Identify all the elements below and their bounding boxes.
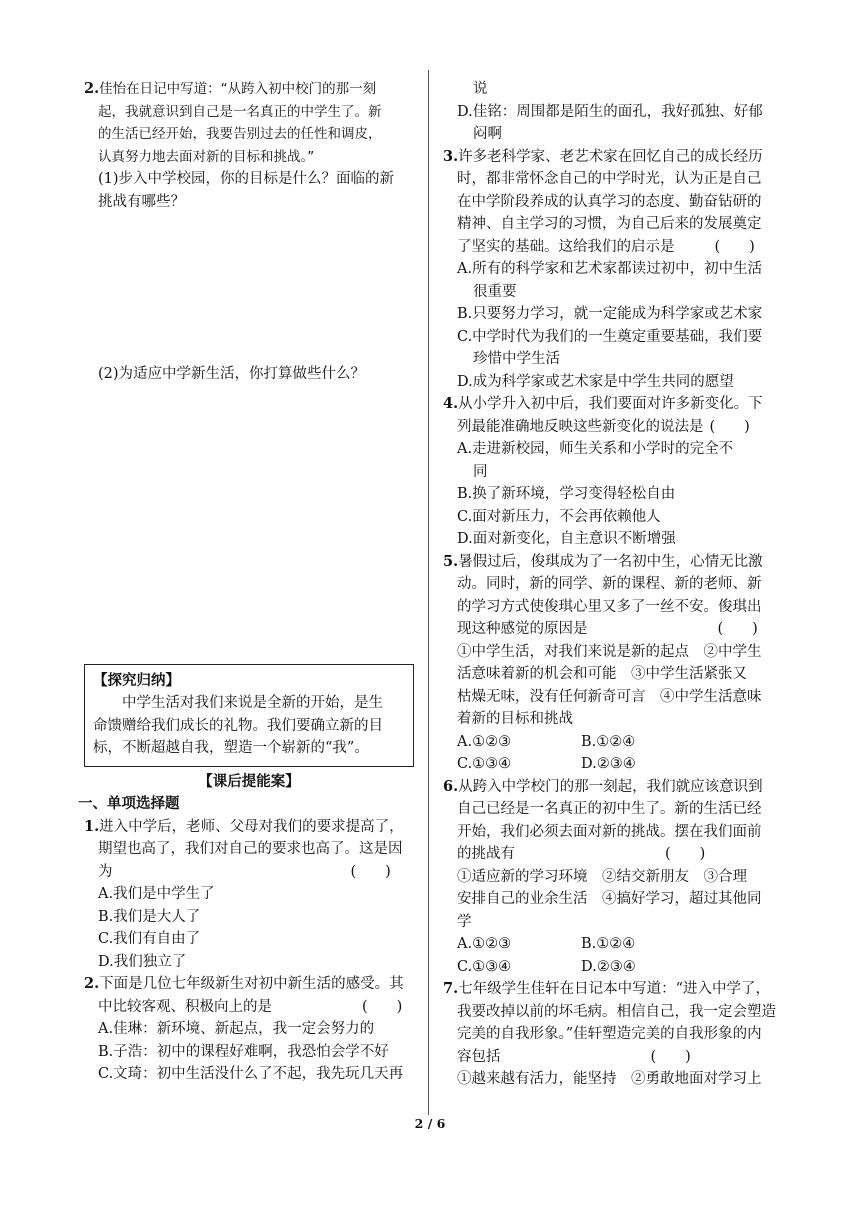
after-class-title: 【课后提能案】: [198, 772, 300, 790]
page-number: 2 / 6: [414, 1116, 446, 1131]
option-c[interactable]: C.①③④: [457, 756, 512, 772]
question-1: 1.进入中学后，老师、父母对我们的要求提高了， 期望也高了，我们对自己的要求也高了。这是因 为 ( ) A.我们是中学生了 B.我们是大人了 C.我们有自由了 D.我们独立了: [84, 816, 414, 974]
option-b[interactable]: B.换了新环境，学习变得轻松自由: [457, 486, 676, 502]
option-b[interactable]: B.①②④: [581, 936, 636, 952]
option-d[interactable]: D.我们独立了: [98, 953, 187, 970]
question-5: 5.暑假过后，俊琪成为了一名初中生，心情无比激 动。同时，新的同学、新的课程、新的老师、新 的学习方式使俊琪心里又多了一丝不安。俊琪出 现这种感觉的原因是 ( ) ①中学生活，对我们来说是新的起点 ②中学生 活意味着新的机会和可能 ③中学生活紧张又 枯燥无味，没有任何新奇可言 ④中学生活意味 着新的目标和挑战 A.①②③ B.①②④ C.①③④ D.②③④: [443, 551, 781, 776]
right-column: 说 D.佳铭：周围都是陌生的面孔，我好孤独、好郁 闷啊 3.许多老科学家、老艺术家在回忆自己的成长经历 时，都非常怀念自己的中学时光，认为正是自己 在中学阶段养成的认真学习的态度、勤奋钻研的 精神、自主学习的习惯，为自己后来的发展奠定 了坚实的基础。这给我们的启示是 ( ) A.所有的科学家和艺术家都读过初中，初中生活 很重要 B.只要努力学习，就一定能成为科学家或艺术家 C.中学时代为我们的一生奠定重要基础，我们要 珍惜中学生活 D.成为科学家或艺术家是中学生共同的愿望 4.从小学升入初中后，我们要面对许多新变化。下 列最能准确地反映这些新变化的说法是 ( ) A.走进新校园，师生关系和小学时的完全不 同 B.换了新环境，学习变得轻松自由 C.面对新压力，不会再依赖他人 D.面对新变化，自主意识不断增强 5.暑假过后，俊琪成为了一名初中生，心情无比激 动。同时，新的同学、新的课程、新的老师、新 的学习方式使俊琪心里又多了一丝不安。俊琪出 现这种感觉的原因是 ( ) ①中学生活，对我们来说是新的起点 ②中学生 活意味着新的机会和可能 ③中学生活紧张又 枯燥无味，没有任何新奇可言 ④中学生活意味 着新的目标和挑战 A.①②③ B.①②④ C.①③④ D.②③④ 6.从跨入中学校门的那一刻起，我们就应该意识到 自己已经是一名真正的初中生了。新的生活已经 开始，我们必须去面对新的挑战。摆在我们面前 的挑战有 ( ) ①适应新的学习环境 ②结交新朋友 ③合理 安排自己的业余生活 ④搞好学习，超过其他同 学 A.①②③ B.①②④ C.①③④ D.②③④ 7.七年级学生佳轩在日记本中写道：“进入中学了， 我要改掉以前的坏毛病。相信自己，我一定会塑造 完美的自我形象。”佳轩塑造完美的自我形象的内 容包括 ( ) ①越来越有活力，能坚持 ②勇敢地面对学习上: [443, 78, 781, 1091]
answer-space-2[interactable]: [84, 386, 414, 658]
question-4: 4.从小学升入初中后，我们要面对许多新变化。下 列最能准确地反映这些新变化的说法是 ( ) A.走进新校园，师生关系和小学时的完全不 同 B.换了新环境，学习变得轻松自由 C.面对新压力，不会再依赖他人 D.面对新变化，自主意识不断增强: [443, 393, 781, 551]
answer-paren[interactable]: ( ): [714, 238, 755, 255]
option-c[interactable]: C.文琦：初中生活没什么了不起，我先玩几天再: [98, 1066, 404, 1082]
option-b[interactable]: B.我们是大人了: [98, 908, 201, 925]
option-c[interactable]: C.面对新压力，不会再依赖他人: [457, 508, 661, 525]
option-b[interactable]: B.①②④: [581, 733, 636, 750]
option-a[interactable]: A.①②③: [457, 733, 512, 750]
sub-question-1: (1)步入中学校园，你的目标是什么？面临的新: [98, 171, 395, 187]
left-column: [78, 78, 414, 1086]
question-2-essay: 2.佳怡在日记中写道：“从跨入初中校门的那一刻 起，我就意识到自己是一名真正的中学生了。新 的生活已经开始，我要告别过去的任性和调皮， 认真努力地去面对新的目标和挑战。” (1)步入中学校园，你的目标是什么？面临的新 挑战有哪些？ (2)为适应中学新生活，你打算做些什么？: [84, 78, 414, 658]
option-c[interactable]: C.我们有自由了: [98, 931, 201, 947]
option-d[interactable]: D.佳铭：周围都是陌生的面孔，我好孤独、好郁: [457, 103, 763, 120]
question-7: 7.七年级学生佳轩在日记本中写道：“进入中学了， 我要改掉以前的坏毛病。相信自己，我一定会塑造 完美的自我形象。”佳轩塑造完美的自我形象的内 容包括 ( ) ①越来越有活力，能坚持 ②勇敢地面对学习上: [443, 980, 776, 1087]
answer-paren[interactable]: ( ): [650, 1048, 691, 1065]
answer-paren[interactable]: ( ): [350, 863, 391, 880]
option-d[interactable]: D.成为科学家或艺术家是中学生共同的愿望: [457, 373, 734, 390]
column-divider: [428, 70, 429, 1115]
question-6: 6.从跨入中学校门的那一刻起，我们就应该意识到 自己已经是一名真正的初中生了。新的生活已经 开始，我们必须去面对新的挑战。摆在我们面前 的挑战有 ( ) ①适应新的学习环境 ②结交新朋友 ③合理 安排自己的业余生活 ④搞好学习，超过其他同 学 A.①②③ B.①②④ C.①③④ D.②③④: [443, 776, 781, 979]
option-b[interactable]: B.只要努力学习，就一定能成为科学家或艺术家: [457, 306, 763, 322]
summary-box: 【探究归纳】 中学生活对我们来说是全新的开始，是生 命馈赠给我们成长的礼物。我们要确立新的目 标，不断超越自我，塑造一个崭新的“我”。: [84, 664, 414, 767]
answer-paren[interactable]: ( ): [362, 998, 403, 1015]
option-a[interactable]: A.佳琳：新环境、新起点，我一定会努力的: [98, 1021, 375, 1037]
sub-question-2: (2)为适应中学新生活，你打算做些什么？: [98, 366, 366, 382]
option-c-continued: 说: [473, 81, 488, 97]
option-d[interactable]: D.②③④: [581, 756, 636, 772]
answer-paren[interactable]: ( ): [709, 418, 750, 435]
option-d[interactable]: D.②③④: [581, 958, 636, 975]
option-c[interactable]: C.①③④: [457, 958, 512, 975]
question-3: 3.许多老科学家、老艺术家在回忆自己的成长经历 时，都非常怀念自己的中学时光，认为正是自己 在中学阶段养成的认真学习的态度、勤奋钻研的 精神、自主学习的习惯，为自己后来的发展奠定 了坚实的基础。这给我们的启示是 ( ) A.所有的科学家和艺术家都读过初中，初中生活 很重要 B.只要努力学习，就一定能成为科学家或艺术家 C.中学时代为我们的一生奠定重要基础，我们要 珍惜中学生活 D.成为科学家或艺术家是中学生共同的愿望: [443, 146, 781, 394]
option-d[interactable]: D.面对新变化，自主意识不断增强: [457, 531, 676, 547]
answer-paren[interactable]: ( ): [717, 621, 758, 637]
section-heading: 一、单项选择题: [78, 795, 180, 812]
option-a[interactable]: A.我们是中学生了: [98, 886, 215, 902]
option-a[interactable]: A.所有的科学家和艺术家都读过初中，初中生活: [457, 261, 763, 277]
question-2-choice: 2.下面是几位七年级新生对初中新生活的感受。其 中比较客观、积极向上的是 ( ) A.佳琳：新环境、新起点，我一定会努力的 B.子浩：初中的课程好难啊，我恐怕会学不好 C.文琦：初中生活没什么了不起，我先玩几天再: [84, 973, 414, 1086]
option-c[interactable]: C.中学时代为我们的一生奠定重要基础，我们要: [457, 328, 763, 345]
option-a[interactable]: A.①②③: [457, 936, 512, 952]
answer-paren[interactable]: ( ): [665, 846, 706, 862]
answer-space-1[interactable]: [84, 213, 414, 363]
box-title: 【探究归纳】: [93, 671, 180, 689]
option-a[interactable]: A.走进新校园，师生关系和小学时的完全不: [457, 441, 734, 457]
option-b[interactable]: B.子浩：初中的课程好难啊，我恐怕会学不好: [98, 1043, 389, 1060]
